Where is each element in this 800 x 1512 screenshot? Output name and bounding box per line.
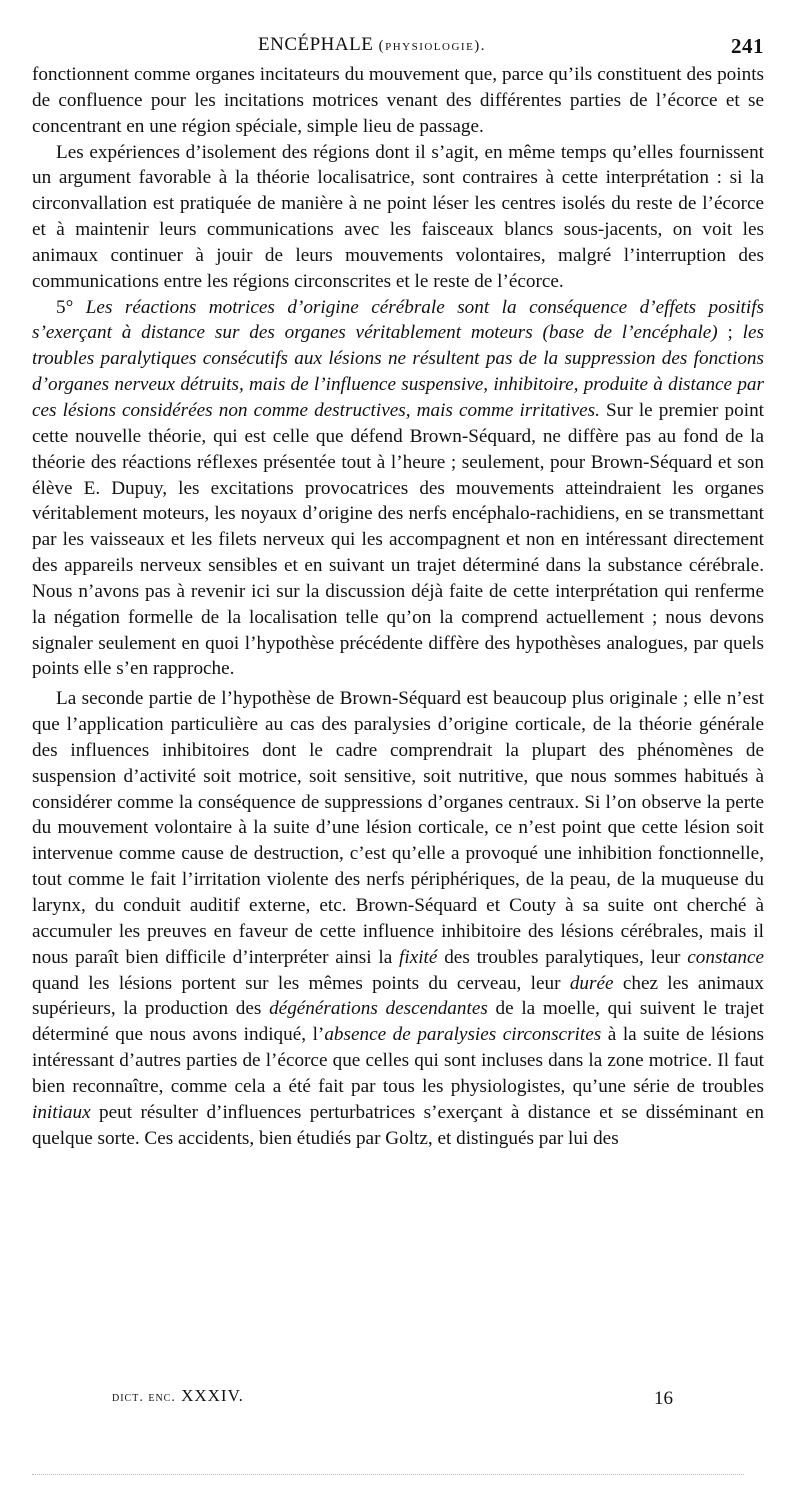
sheet-number: 16	[654, 1388, 673, 1409]
text-run: La seconde partie de l’hypothèse de Brown-Séquard est beaucoup plus originale ; elle n’est que l’application particulière au cas des paralysies d’origine corticale, de la théorie générale des influences inhibitoires dont le cadre comprendrait la plupart des phénomènes de suspension d’activité soit motrice, soit sensitive, soit nutritive, que nous sommes habitués à considérer comme la conséquence de suppressions d’organes centraux. Si l’on observe la perte du mouvement volontaire à la suite d’une lésion corticale, ce n’est point que cette lésion soit intervenue comme cause de destruction, c’est qu’elle a provoqué une inhibition fonctionnelle, tout comme le fait l’irritation violente des nerfs périphériques, de la peau, de la muqueuse du larynx, du conduit auditif externe, etc. Brown-Séquard et Couty à sa suite ont cherché à accumuler les preuves en faveur de cette influence inhibitoire des lésions cérébrales, mais il nous paraît bien difficile d’interpréter ainsi la	[32, 688, 764, 968]
italic-run: constance	[687, 946, 765, 968]
text-run: chez les animaux supérieurs, la production des	[32, 972, 764, 1020]
page-footer	[32, 1386, 764, 1416]
italic-run: absence de paralysies circonscrites	[324, 1024, 602, 1046]
paragraph	[32, 140, 764, 295]
running-title-subtitle: (physiologie).	[378, 38, 487, 54]
paragraph	[32, 62, 764, 140]
italic-run: fixité	[399, 946, 438, 968]
text-run: fonctionnent comme organes incitateurs du mouvement que, parce qu’ils constituent des points de confluence pour les incitations motrices venant des différentes parties de l’écorce et se concentrant en une région spéciale, simple lieu de passage.	[32, 64, 764, 137]
italic-run: Les réactions motrices d’origine cérébrale sont la conséquence d’effets positifs s’exerçant à distance sur des organes véritablement moteurs (base de l’encéphale)	[32, 296, 764, 344]
italic-run: durée	[569, 972, 614, 994]
signature-label: dict. enc.	[112, 1390, 176, 1405]
text-run: de la moelle, qui suivent le trajet déterminé que nous avons indiqué, l’	[32, 998, 764, 1046]
text-run: ;	[717, 322, 743, 344]
text-run: Les expériences d’isolement des régions dont il s’agit, en même temps qu’elles fournissent un argument favorable à la théorie localisatrice, sont contraires à cette interprétation : si la circonvallation est pratiquée de manière à ne point léser les centres isolés du reste de l’écorce et à maintenir leurs communications avec les faisceaux blancs sous-jacents, on voit les animaux continuer à jouir de leurs mouvements volontaires, malgré l’interruption des communications entre les régions circonscrites et le reste de l’écorce.	[32, 141, 764, 292]
text-run: quand les lésions portent sur les mêmes points du cerveau, leur	[32, 972, 570, 994]
book-page	[32, 28, 764, 1468]
body-text	[32, 62, 764, 1151]
signature-volume: XXXIV.	[181, 1386, 244, 1405]
text-run: peut résulter d’influences perturbatrices s’exerçant à distance et se disséminant en quelque sorte. Ces accidents, bien étudiés par Goltz, et distingués par lui des	[32, 1101, 764, 1149]
signature-mark	[112, 1386, 244, 1406]
italic-run: les troubles paralytiques consécutifs aux lésions ne résultent pas de la suppression des fonctions d’organes nerveux détruits, mais de l’influence suspensive, inhibitoire, produite à distance par ces lésions considérées non comme destructives, mais comme irritatives.	[32, 322, 764, 421]
running-title	[258, 34, 486, 56]
italic-run: dégénérations descendantes	[269, 998, 488, 1020]
text-run: Sur le premier point cette nouvelle théorie, qui est celle que défend Brown-Séquard, ne diffère pas au fond de la théorie des réactions réflexes présentée tout à l’heure ; seulement, pour Brown-Séquard et son élève E. Dupuy, les excitations provocatrices des mouvements atteindraient les organes véritablement moteurs, les noyaux d’origine des nerfs encéphalo-rachidiens, en se transmettant par les vaisseaux et les filets nerveux qui les accompagnent et non en intéressant directement des appareils nerveux sensibles et en suivant un trajet déterminé dans la substance cérébrale. Nous n’avons pas à revenir ici sur la discussion déjà faite de cette interprétation qui renferme la négation formelle de la localisation telle qu’on la comprend actuellement ; nous devons signaler seulement en quoi l’hypothèse précédente diffère des hypothèses analogues, par quels points elle s’en rapproche.	[32, 399, 765, 680]
paragraph	[32, 295, 764, 683]
page-number: 241	[731, 34, 764, 58]
italic-run: initiaux	[32, 1101, 91, 1123]
running-title-main: ENCÉPHALE	[258, 34, 374, 55]
bottom-rule	[32, 1474, 744, 1475]
text-run: des troubles paralytiques, leur	[437, 946, 688, 968]
paragraph	[32, 686, 764, 1151]
text-run: à la suite de lésions intéressant d’autres parties de l’écorce que celles qui sont incluses dans la zone motrice. Il faut bien reconnaître, comme cela a été fait par tous les physiologistes, qu’une série de troubles	[32, 1024, 765, 1097]
text-run: 5°	[56, 296, 86, 318]
running-header	[32, 28, 764, 62]
